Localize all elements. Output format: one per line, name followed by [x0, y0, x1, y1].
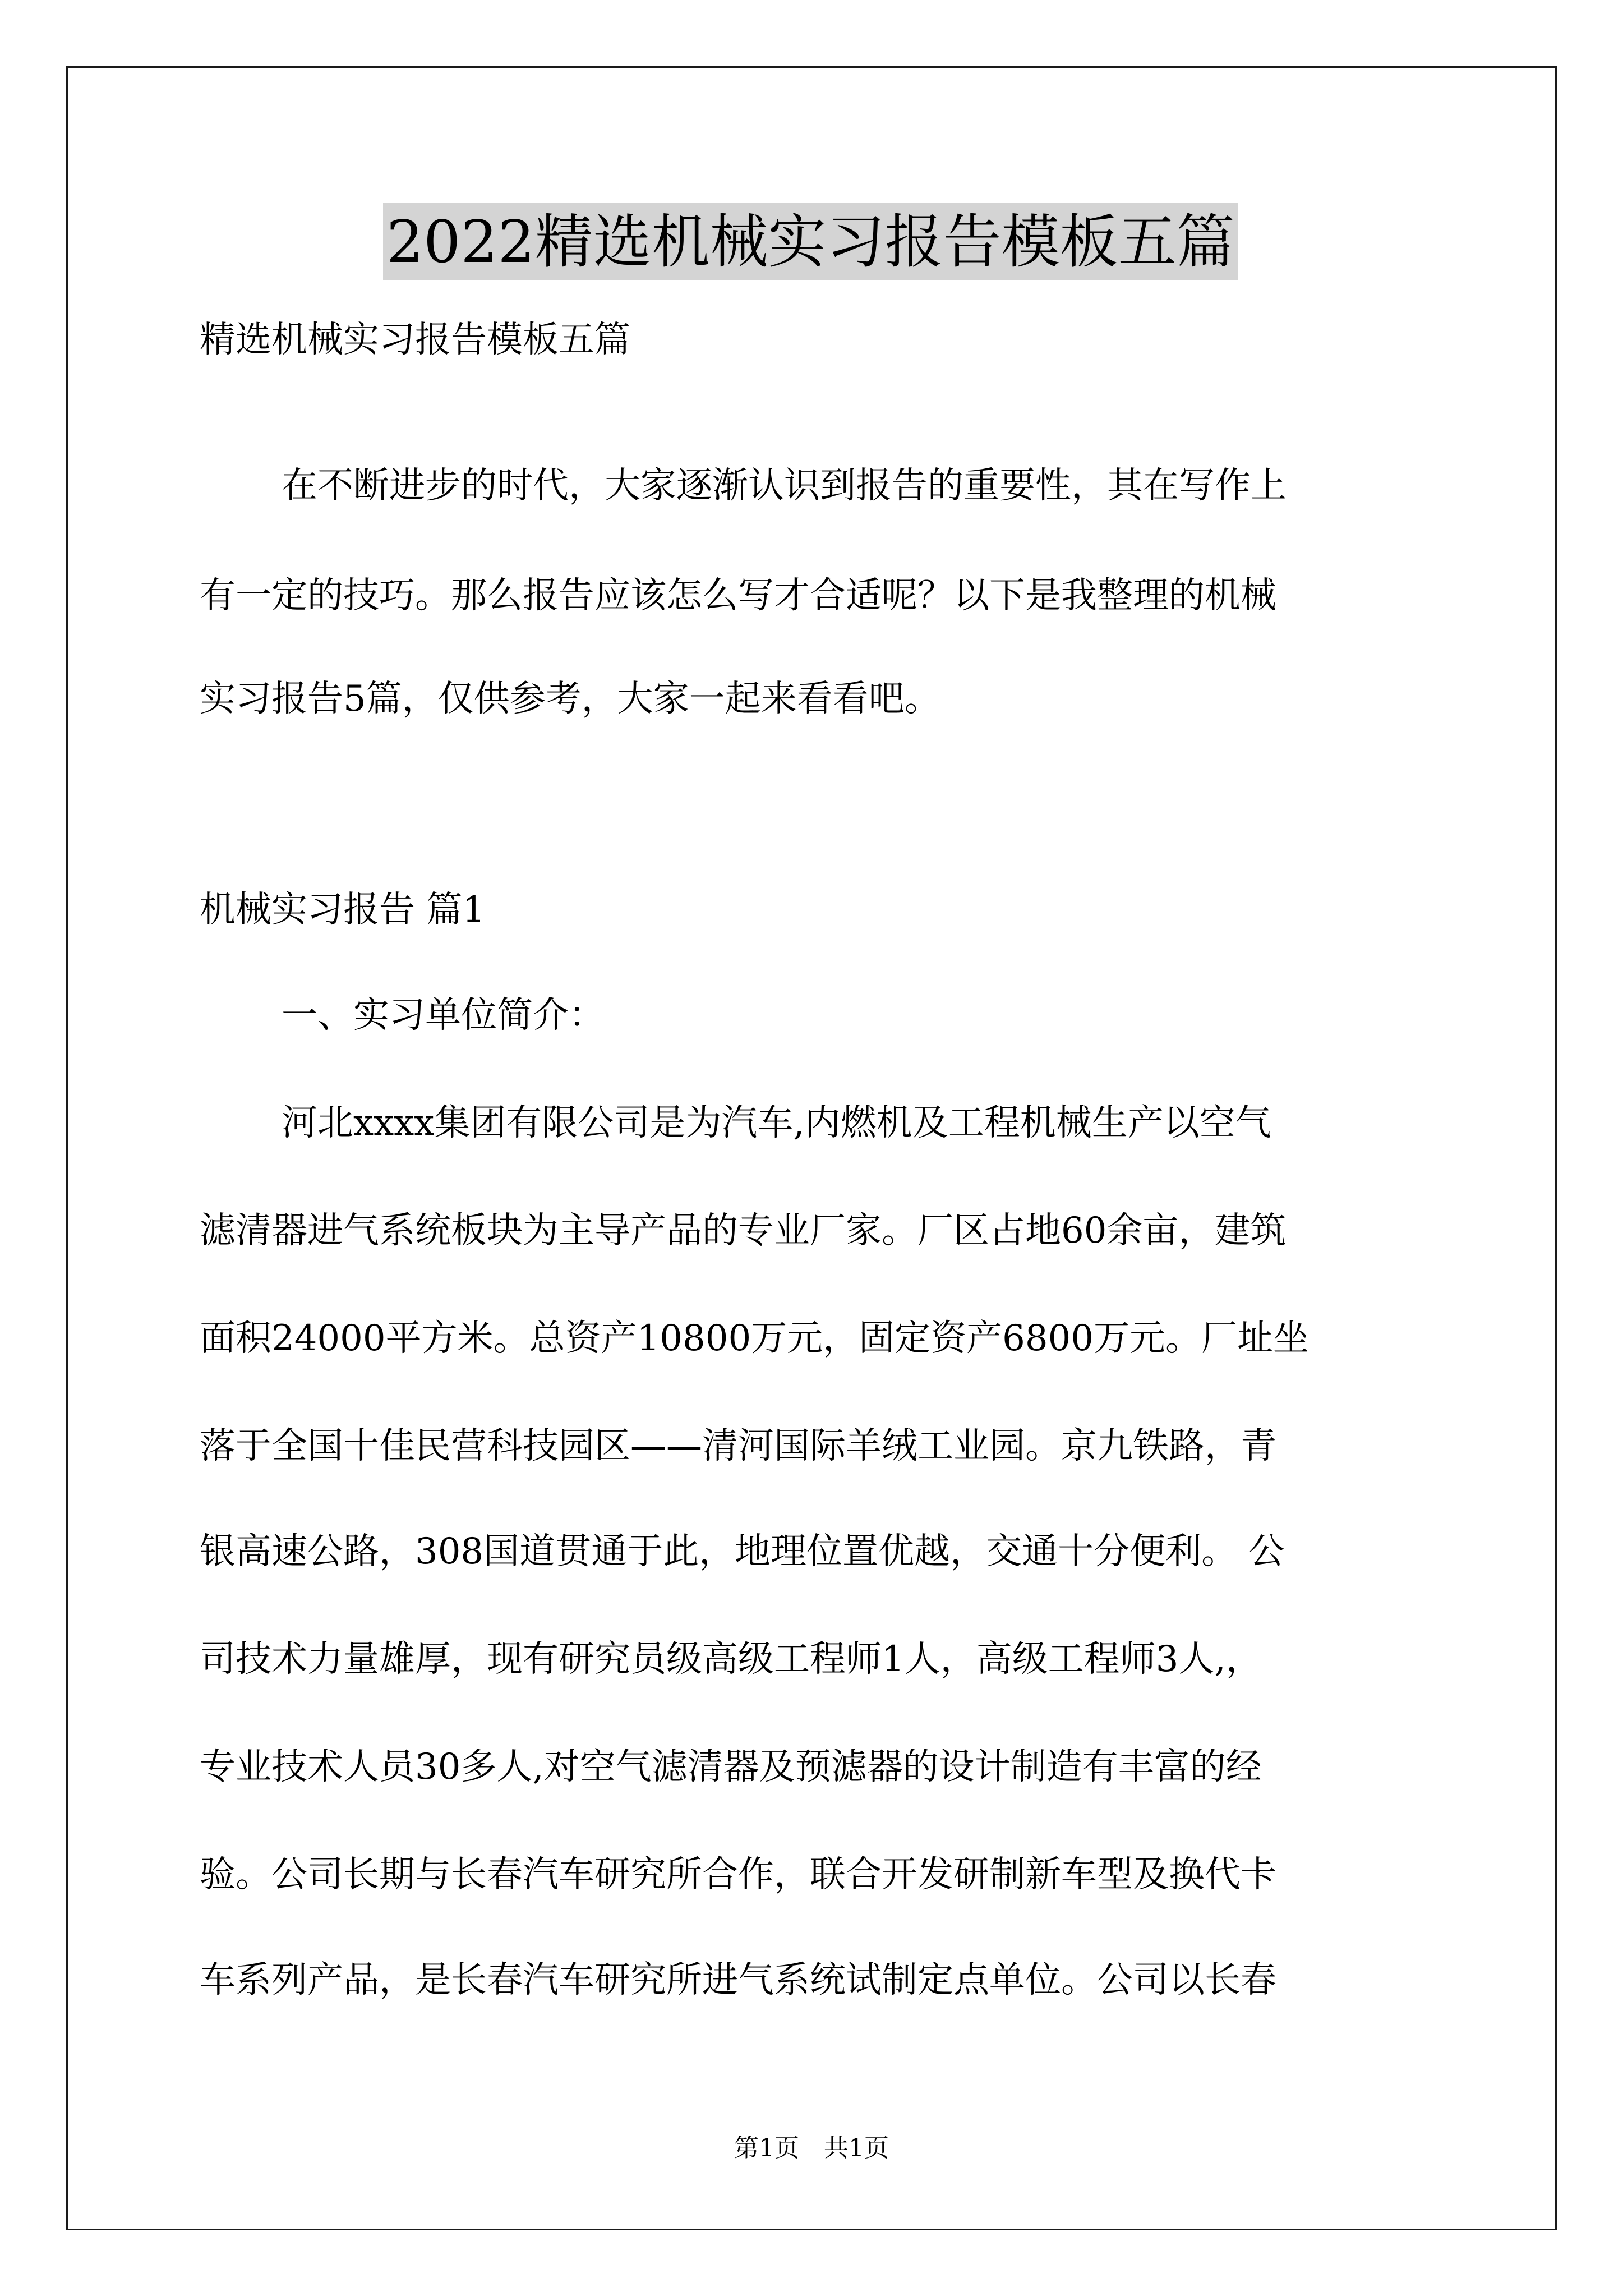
body-line: 落于全国十佳民营科技园区——清河国际羊绒工业园。京九铁路，青 [200, 1425, 1276, 1467]
page-footer [0, 2133, 1623, 2164]
body-line: 验。公司长期与长春汽车研究所合作，联合开发研制新车型及换代卡 [200, 1854, 1276, 1895]
body-line: 滤清器进气系统板块为主导产品的专业厂家。厂区占地60余亩，建筑 [200, 1210, 1287, 1251]
body-line: 车系列产品，是长春汽车研究所进气系统试制定点单位。公司以长春 [200, 1959, 1276, 2001]
body-line: 专业技术人员30多人,对空气滤清器及预滤器的设计制造有丰富的经 [200, 1746, 1262, 1788]
body-line: 河北xxxx集团有限公司是为汽车,内燃机及工程机械生产以空气 [282, 1102, 1271, 1144]
body-line: 银高速公路，308国道贯通于此，地理位置优越，交通十分便利。 公 [200, 1531, 1285, 1572]
body-line: 有一定的技巧。那么报告应该怎么写才合适呢？以下是我整理的机械 [200, 575, 1276, 616]
page-total: 共1页 [824, 2134, 889, 2162]
page-border [66, 66, 1557, 2230]
subsection-heading: 一、实习单位简介： [282, 995, 605, 1036]
subtitle-line: 精选机械实习报告模板五篇 [200, 319, 630, 361]
body-line: 司技术力量雄厚，现有研究员级高级工程师1人，高级工程师3人,， [200, 1639, 1262, 1680]
body-line: 在不断进步的时代，大家逐渐认识到报告的重要性，其在写作上 [282, 465, 1287, 507]
document-title: 2022精选机械实习报告模板五篇 [383, 203, 1238, 280]
section-heading: 机械实习报告 篇1 [200, 889, 486, 931]
body-line: 面积24000平方米。总资产10800万元，固定资产6800万元。厂址坐 [200, 1318, 1310, 1359]
page-number: 第1页 [734, 2134, 799, 2162]
body-line: 实习报告5篇，仅供参考，大家一起来看看吧。 [200, 678, 940, 720]
